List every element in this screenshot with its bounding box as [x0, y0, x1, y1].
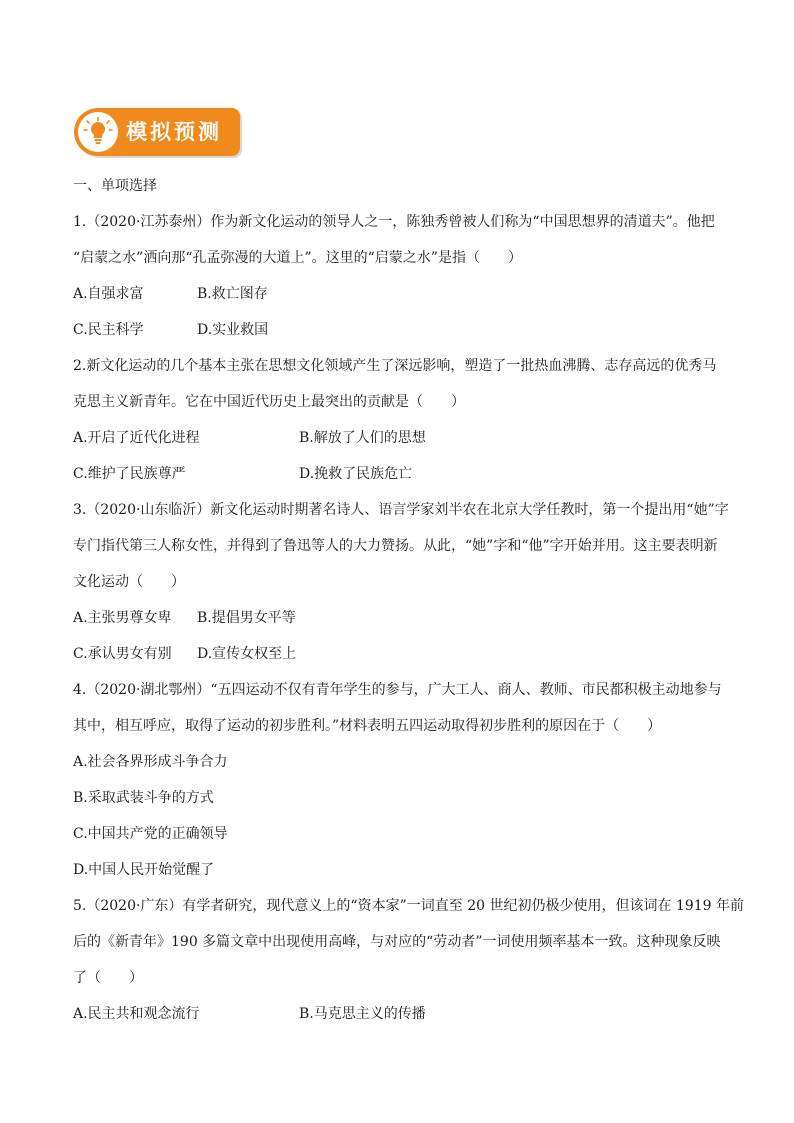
section-badge — [74, 108, 240, 156]
badge-title: 模拟预测 — [126, 120, 222, 144]
q3-stem-line-3: 文化运动（ ） — [73, 574, 185, 590]
q3-stem-line-2: 专门指代第三人称女性，并得到了鲁迅等人的大力赞扬。从此，“她”字和“他”字开始并用。这主要表明新 — [73, 538, 718, 554]
q2-option-a[interactable]: A.开启了近代化进程 — [73, 430, 200, 446]
q3-option-c[interactable]: C.承认男女有别 — [73, 646, 172, 662]
q3-option-b[interactable]: B.提倡男女平等 — [197, 610, 296, 626]
q1-option-b[interactable]: B.救亡图存 — [197, 286, 268, 302]
q4-option-b[interactable]: B.采取武装斗争的方式 — [73, 790, 214, 806]
q2-stem-line-1: 2.新文化运动的几个基本主张在思想文化领域产生了深远影响，塑造了一批热血沸腾、志存高远的优秀马 — [73, 358, 717, 374]
q4-stem-line-1: 4.（2020·湖北鄂州）“五四运动不仅有青年学生的参与，广大工人、商人、教师、市民都积极主动地参与 — [73, 682, 722, 698]
q5-stem-line-3: 了（ ） — [73, 970, 143, 986]
q4-stem-line-2: 其中，相互呼应，取得了运动的初步胜利。”材料表明五四运动取得初步胜利的原因在于（ ） — [73, 718, 662, 734]
q2-option-c[interactable]: C.维护了民族尊严 — [73, 466, 186, 482]
section-heading: 一、单项选择 — [73, 178, 157, 194]
q4-option-d[interactable]: D.中国人民开始觉醒了 — [73, 862, 215, 878]
q5-stem-line-2: 后的《新青年》190 多篇文章中出现使用高峰，与对应的“劳动者”一词使用频率基本一致。这种现象反映 — [73, 934, 721, 950]
lightbulb-icon — [78, 112, 118, 152]
q4-option-a[interactable]: A.社会各界形成斗争合力 — [73, 754, 228, 770]
q1-stem-line-1: 1.（2020·江苏泰州）作为新文化运动的领导人之一，陈独秀曾被人们称为“中国思想界的清道夫”。他把 — [73, 214, 715, 230]
q1-option-d[interactable]: D.实业救国 — [197, 322, 269, 338]
q1-option-c[interactable]: C.民主科学 — [73, 322, 144, 338]
q5-stem-line-1: 5.（2020·广东）有学者研究，现代意义上的“资本家”一词直至 20 世纪初仍极少使用，但该词在 1919 年前 — [73, 898, 744, 914]
q2-option-d[interactable]: D.挽救了民族危亡 — [299, 466, 413, 482]
q3-stem-line-1: 3.（2020·山东临沂）新文化运动时期著名诗人、语言学家刘半农在北京大学任教时，第一个提出用“她”字 — [73, 502, 729, 518]
q2-stem-line-2: 克思主义新青年。它在中国近代历史上最突出的贡献是（ ） — [73, 394, 465, 410]
q2-option-b[interactable]: B.解放了人们的思想 — [299, 430, 426, 446]
q1-stem-line-2: “启蒙之水”洒向那“孔孟弥漫的大道上”。这里的“启蒙之水”是指（ ） — [73, 250, 522, 266]
q5-option-b[interactable]: B.马克思主义的传播 — [299, 1006, 426, 1022]
q1-option-a[interactable]: A.自强求富 — [73, 286, 144, 302]
q3-option-d[interactable]: D.宣传女权至上 — [197, 646, 297, 662]
q5-option-a[interactable]: A.民主共和观念流行 — [73, 1006, 200, 1022]
q4-option-c[interactable]: C.中国共产党的正确领导 — [73, 826, 228, 842]
q3-option-a[interactable]: A.主张男尊女卑 — [73, 610, 172, 626]
